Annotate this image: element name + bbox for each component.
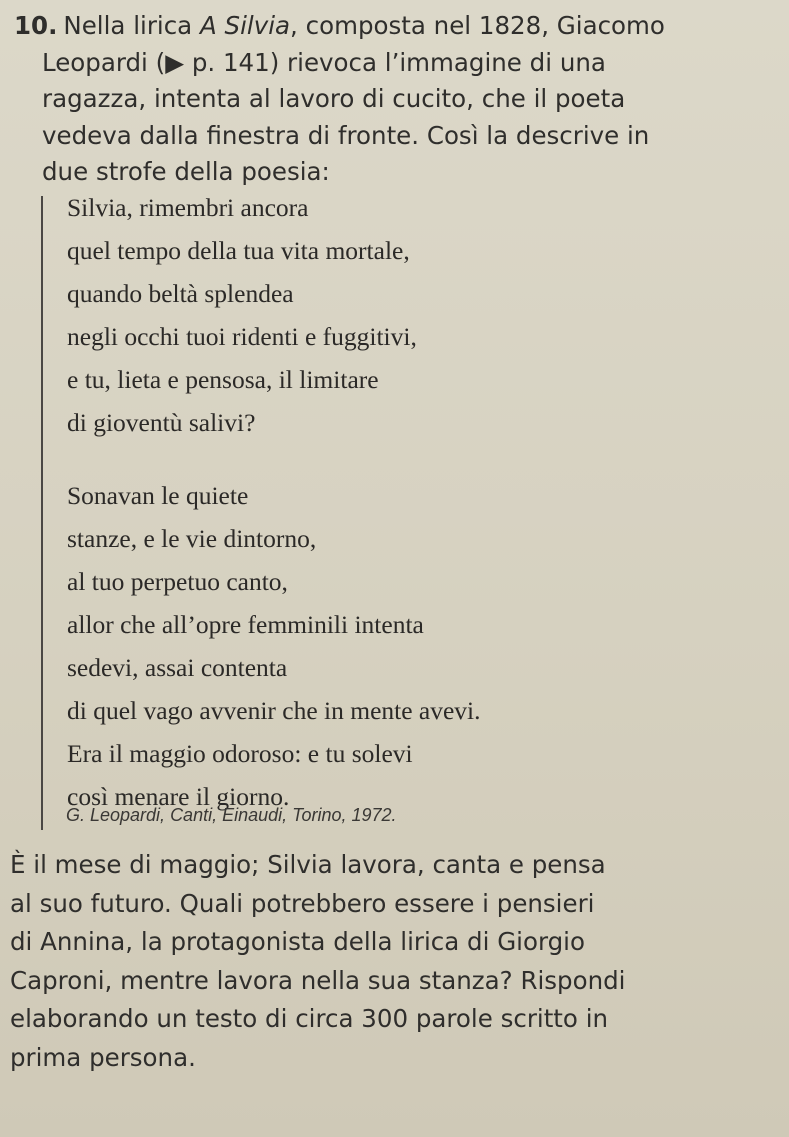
poem-line: di quel vago avvenir che in mente avevi. bbox=[67, 696, 481, 725]
poem-line: così menare il giorno. bbox=[67, 782, 290, 811]
intro-line bbox=[14, 8, 784, 45]
quote-rule bbox=[41, 196, 43, 830]
intro-line: ragazza, intenta al lavoro di cucito, che il poeta bbox=[42, 84, 626, 113]
poem-title: A Silvia bbox=[200, 11, 291, 40]
poem-line: Silvia, rimembri ancora bbox=[67, 193, 309, 222]
poem-line: quel tempo della tua vita mortale, bbox=[67, 236, 410, 265]
intro-text: , composta nel 1828, Giacomo bbox=[290, 11, 665, 40]
poem-line: e tu, lieta e pensosa, il limitare bbox=[67, 365, 379, 394]
task-line: Caproni, mentre lavora nella sua stanza? Rispondi bbox=[10, 965, 626, 995]
poem-line: quando beltà splendea bbox=[67, 279, 294, 308]
poem-line: sedevi, assai contenta bbox=[67, 653, 288, 682]
poem-line: negli occhi tuoi ridenti e fuggitivi, bbox=[67, 322, 417, 351]
exercise-task bbox=[10, 846, 785, 1077]
task-line: elaborando un testo di circa 300 parole scritto in bbox=[10, 1004, 609, 1033]
intro-line: vedeva dalla finestra di fronte. Così la descrive in bbox=[42, 120, 650, 150]
exercise-number: 10. bbox=[14, 11, 58, 40]
exercise-intro bbox=[14, 8, 784, 191]
task-line: di Annina, la protagonista della lirica di Giorgio bbox=[10, 927, 585, 956]
poem-line: Sonavan le quiete bbox=[67, 481, 249, 510]
poem-line: allor che all’opre femminili intenta bbox=[67, 610, 424, 639]
task-line: prima persona. bbox=[10, 1042, 196, 1072]
task-line: È il mese di maggio; Silvia lavora, canta e pensa bbox=[10, 850, 606, 879]
poem-line: al tuo perpetuo canto, bbox=[67, 567, 288, 596]
poem-line: di gioventù salivi? bbox=[67, 408, 256, 437]
task-line: al suo futuro. Quali potrebbero essere i pensieri bbox=[10, 888, 595, 918]
poem-line: Era il maggio odoroso: e tu solevi bbox=[67, 739, 413, 768]
intro-line: due strofe della poesia: bbox=[42, 157, 330, 186]
poem-citation: G. Leopardi, Canti, Einaudi, Torino, 1972. bbox=[66, 805, 397, 825]
intro-line: Leopardi (▶ p. 141) rievoca l’immagine di una bbox=[42, 47, 606, 77]
intro-text: Nella lirica bbox=[63, 11, 200, 40]
poem-line: stanze, e le vie dintorno, bbox=[67, 524, 317, 553]
